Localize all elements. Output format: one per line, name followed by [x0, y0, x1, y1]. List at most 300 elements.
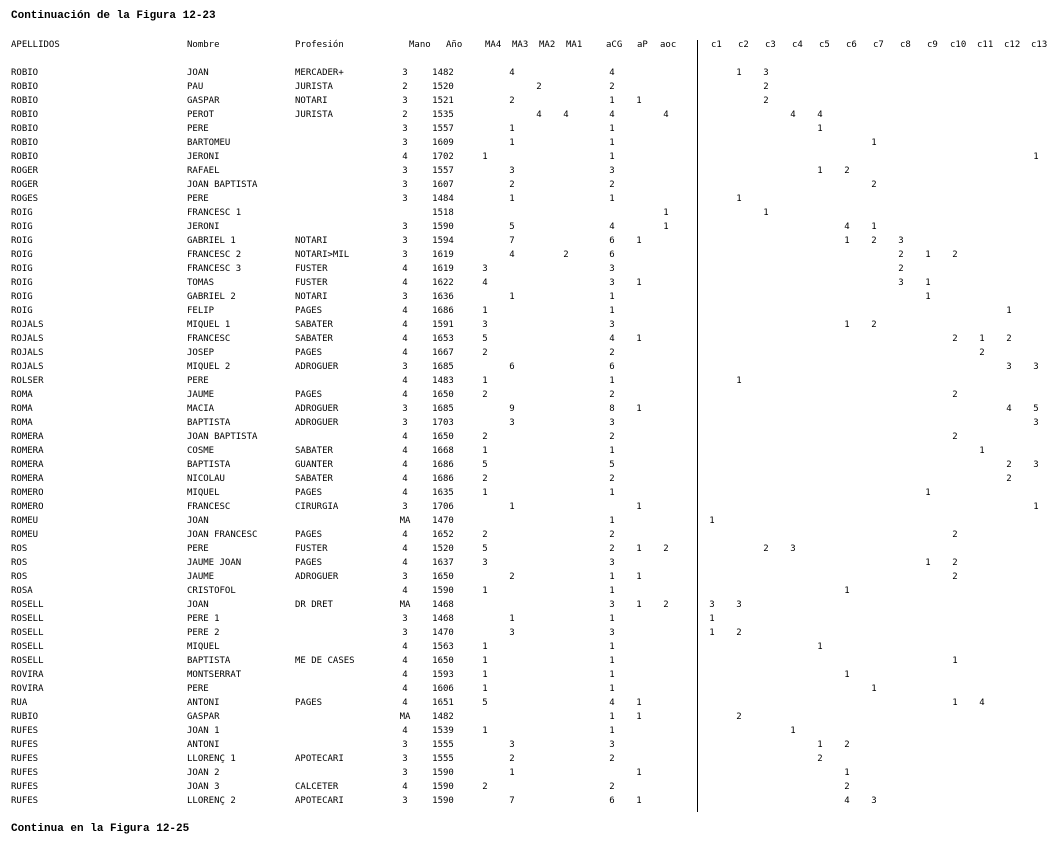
- table-cell: 1: [509, 124, 515, 134]
- table-cell: 2: [844, 782, 850, 792]
- table-cell: 1703: [432, 418, 454, 428]
- table-cell: 1470: [432, 628, 454, 638]
- table-cell: ROS: [11, 572, 28, 582]
- table-cell: PERE: [187, 684, 209, 694]
- table-cell: 3: [402, 124, 408, 134]
- table-cell: 2: [979, 348, 985, 358]
- table-cell: 4: [402, 642, 408, 652]
- table-cell: 4: [482, 278, 488, 288]
- table-cell: 1518: [432, 208, 454, 218]
- table-cell: 1: [636, 236, 642, 246]
- table-cell: 2: [609, 544, 615, 554]
- table-cell: 2: [509, 180, 515, 190]
- table-cell: 1: [736, 68, 742, 78]
- table-cell: 3: [402, 740, 408, 750]
- table-cell: 1619: [432, 264, 454, 274]
- table-cell: JOAN BAPTISTA: [187, 432, 258, 442]
- table-cell: 1: [509, 768, 515, 778]
- table-cell: PAGES: [295, 530, 323, 540]
- table-cell: 1590: [432, 768, 454, 778]
- table-cell: ROMERA: [11, 446, 44, 456]
- table-cell: 4: [790, 110, 796, 120]
- table-cell: 3: [402, 236, 408, 246]
- table-cell: 1636: [432, 292, 454, 302]
- table-cell: ROMEU: [11, 516, 39, 526]
- table-cell: 4: [609, 698, 615, 708]
- table-cell: GASPAR: [187, 712, 220, 722]
- table-cell: 1: [817, 124, 823, 134]
- table-cell: 4: [402, 698, 408, 708]
- table-cell: 1635: [432, 488, 454, 498]
- table-cell: 4: [402, 530, 408, 540]
- table-cell: 4: [402, 376, 408, 386]
- table-cell: 1: [609, 726, 615, 736]
- table-cell: JAUME: [187, 390, 215, 400]
- table-cell: 3: [402, 572, 408, 582]
- table-cell: 4: [402, 558, 408, 568]
- table-cell: GABRIEL 1: [187, 236, 236, 246]
- table-cell: 1: [609, 152, 615, 162]
- table-cell: PAGES: [295, 558, 323, 568]
- table-cell: ROJALS: [11, 334, 44, 344]
- table-cell: 2: [898, 250, 904, 260]
- table-cell: 1607: [432, 180, 454, 190]
- table-cell: ROVIRA: [11, 684, 44, 694]
- table-cell: 2: [482, 530, 488, 540]
- table-cell: 1702: [432, 152, 454, 162]
- table-cell: RUFES: [11, 754, 39, 764]
- table-cell: RUFES: [11, 726, 39, 736]
- table-cell: PAGES: [295, 390, 323, 400]
- table-cell: 2: [402, 110, 408, 120]
- column-header-c6: c6: [846, 40, 857, 50]
- table-cell: 1: [482, 376, 488, 386]
- column-header-c3: c3: [765, 40, 776, 50]
- table-cell: 1: [979, 334, 985, 344]
- table-cell: 4: [509, 250, 515, 260]
- table-cell: CRISTOFOL: [187, 586, 236, 596]
- table-cell: 3: [609, 320, 615, 330]
- table-cell: 4: [402, 726, 408, 736]
- table-cell: 1: [709, 628, 715, 638]
- table-cell: 1594: [432, 236, 454, 246]
- table-cell: 1686: [432, 460, 454, 470]
- table-cell: 1: [609, 684, 615, 694]
- table-cell: DR DRET: [295, 600, 333, 610]
- table-cell: RUBIO: [11, 712, 39, 722]
- table-cell: 1: [925, 292, 931, 302]
- column-header-c13: c13: [1031, 40, 1048, 50]
- table-cell: 3: [609, 740, 615, 750]
- table-cell: FRANCESC 3: [187, 264, 242, 274]
- table-cell: 2: [609, 390, 615, 400]
- table-cell: 1: [609, 712, 615, 722]
- table-cell: 3: [898, 236, 904, 246]
- table-cell: JERONI: [187, 222, 220, 232]
- table-cell: 2: [609, 474, 615, 484]
- table-cell: 3: [482, 558, 488, 568]
- table-cell: SABATER: [295, 334, 333, 344]
- table-cell: FRANCESC 1: [187, 208, 242, 218]
- column-header-aoc: aoc: [660, 40, 677, 50]
- column-header-c10: c10: [950, 40, 967, 50]
- table-cell: ROVIRA: [11, 670, 44, 680]
- table-cell: 1: [482, 586, 488, 596]
- table-cell: 1: [509, 502, 515, 512]
- column-header-c8: c8: [900, 40, 911, 50]
- table-cell: 4: [402, 320, 408, 330]
- table-cell: MACIA: [187, 404, 215, 414]
- table-cell: 4: [402, 152, 408, 162]
- table-cell: ROIG: [11, 264, 33, 274]
- table-cell: 1: [609, 292, 615, 302]
- table-cell: FRANCESC: [187, 502, 231, 512]
- table-cell: 1: [925, 278, 931, 288]
- table-cell: 2: [952, 432, 958, 442]
- table-cell: 1: [609, 586, 615, 596]
- table-cell: ROMERO: [11, 488, 44, 498]
- table-cell: 4: [402, 432, 408, 442]
- column-header-c1: c1: [711, 40, 722, 50]
- table-cell: 4: [817, 110, 823, 120]
- table-cell: 1650: [432, 432, 454, 442]
- table-cell: MIQUEL 1: [187, 320, 231, 330]
- table-cell: JOAN: [187, 68, 209, 78]
- table-cell: 6: [609, 796, 615, 806]
- table-cell: 4: [609, 222, 615, 232]
- table-cell: RUFES: [11, 782, 39, 792]
- table-cell: LLORENÇ 2: [187, 796, 236, 806]
- table-cell: PERE 2: [187, 628, 220, 638]
- table-cell: 1: [509, 292, 515, 302]
- table-cell: RUFES: [11, 768, 39, 778]
- table-cell: ROIG: [11, 278, 33, 288]
- table-cell: FUSTER: [295, 278, 328, 288]
- table-cell: 1: [817, 740, 823, 750]
- table-cell: 1: [1033, 152, 1039, 162]
- table-cell: 1: [844, 586, 850, 596]
- table-cell: ROIG: [11, 208, 33, 218]
- table-cell: 2: [609, 180, 615, 190]
- table-cell: SABATER: [295, 446, 333, 456]
- table-cell: 5: [1033, 404, 1039, 414]
- table-cell: 1: [482, 446, 488, 456]
- table-cell: NOTARI: [295, 96, 328, 106]
- table-cell: 2: [609, 754, 615, 764]
- table-cell: 2: [952, 530, 958, 540]
- table-cell: 3: [1033, 418, 1039, 428]
- table-cell: 1: [609, 124, 615, 134]
- table-cell: GASPAR: [187, 96, 220, 106]
- table-cell: 2: [952, 572, 958, 582]
- table-cell: 4: [402, 656, 408, 666]
- table-cell: 3: [402, 362, 408, 372]
- table-cell: 1: [482, 656, 488, 666]
- table-cell: 1650: [432, 572, 454, 582]
- table-cell: ROBIO: [11, 124, 39, 134]
- table-cell: 1557: [432, 166, 454, 176]
- table-cell: 1: [636, 544, 642, 554]
- table-cell: ROBIO: [11, 110, 39, 120]
- table-cell: ROMERA: [11, 432, 44, 442]
- table-cell: 5: [482, 698, 488, 708]
- table-cell: 4: [402, 390, 408, 400]
- table-cell: 4: [1006, 404, 1012, 414]
- table-cell: ROMEU: [11, 530, 39, 540]
- table-cell: JAUME JOAN: [187, 558, 242, 568]
- table-cell: 6: [609, 236, 615, 246]
- table-cell: 1: [925, 250, 931, 260]
- table-cell: ME DE CASES: [295, 656, 355, 666]
- table-cell: 1685: [432, 404, 454, 414]
- table-cell: 2: [817, 754, 823, 764]
- column-header-a-o: Año: [446, 40, 463, 50]
- table-cell: 5: [609, 460, 615, 470]
- table-cell: 1470: [432, 516, 454, 526]
- table-cell: 3: [509, 418, 515, 428]
- table-cell: 2: [871, 236, 877, 246]
- table-cell: 1468: [432, 614, 454, 624]
- table-cell: JOAN BAPTISTA: [187, 180, 258, 190]
- table-cell: 9: [509, 404, 515, 414]
- table-cell: JOSEP: [187, 348, 215, 358]
- table-cell: PERE: [187, 194, 209, 204]
- table-cell: 1: [609, 670, 615, 680]
- table-cell: 1: [609, 306, 615, 316]
- table-cell: MA: [399, 516, 411, 526]
- table-cell: 3: [1033, 460, 1039, 470]
- table-cell: JOAN FRANCESC: [187, 530, 258, 540]
- table-cell: 3: [402, 754, 408, 764]
- table-cell: 2: [509, 754, 515, 764]
- column-header-mano: Mano: [409, 40, 431, 50]
- table-cell: 5: [482, 544, 488, 554]
- table-cell: 1: [817, 166, 823, 176]
- table-cell: ROSELL: [11, 628, 44, 638]
- table-cell: 1590: [432, 796, 454, 806]
- table-cell: COSME: [187, 446, 215, 456]
- table-cell: 1622: [432, 278, 454, 288]
- table-cell: RUFES: [11, 796, 39, 806]
- table-cell: 3: [402, 138, 408, 148]
- table-cell: 1606: [432, 684, 454, 694]
- table-cell: RAFAEL: [187, 166, 220, 176]
- table-cell: 1: [636, 698, 642, 708]
- table-cell: ROJALS: [11, 348, 44, 358]
- table-cell: NOTARI: [295, 292, 328, 302]
- table-cell: 2: [663, 544, 669, 554]
- column-header-c7: c7: [873, 40, 884, 50]
- table-cell: 1: [609, 656, 615, 666]
- table-cell: ROMA: [11, 404, 33, 414]
- table-cell: 1591: [432, 320, 454, 330]
- table-cell: 1: [636, 712, 642, 722]
- table-cell: 3: [402, 180, 408, 190]
- table-cell: 2: [663, 600, 669, 610]
- table-cell: 2: [482, 474, 488, 484]
- table-cell: 5: [482, 460, 488, 470]
- table-cell: 3: [790, 544, 796, 554]
- table-cell: ADROGUER: [295, 362, 339, 372]
- table-cell: MIQUEL 2: [187, 362, 231, 372]
- table-cell: 3: [1033, 362, 1039, 372]
- table-cell: SABATER: [295, 320, 333, 330]
- table-cell: BAPTISTA: [187, 460, 231, 470]
- table-cell: GABRIEL 2: [187, 292, 236, 302]
- table-cell: 1557: [432, 124, 454, 134]
- table-cell: 4: [609, 334, 615, 344]
- table-cell: 2: [609, 530, 615, 540]
- table-cell: 1: [952, 698, 958, 708]
- table-cell: 1686: [432, 306, 454, 316]
- table-cell: BAPTISTA: [187, 418, 231, 428]
- table-cell: 2: [536, 82, 542, 92]
- table-cell: 1: [636, 404, 642, 414]
- table-cell: 1: [871, 138, 877, 148]
- table-cell: 4: [509, 68, 515, 78]
- table-cell: 2: [609, 782, 615, 792]
- table-cell: 2: [871, 320, 877, 330]
- table-cell: 3: [402, 292, 408, 302]
- table-cell: 1: [636, 600, 642, 610]
- column-header-c4: c4: [792, 40, 803, 50]
- table-cell: 4: [402, 278, 408, 288]
- column-header-acg: aCG: [606, 40, 623, 50]
- table-cell: JOAN: [187, 516, 209, 526]
- table-cell: 3: [402, 68, 408, 78]
- table-cell: 3: [871, 796, 877, 806]
- table-cell: PERE: [187, 376, 209, 386]
- table-cell: ROS: [11, 544, 28, 554]
- table-cell: 3: [609, 418, 615, 428]
- table-cell: 2: [1006, 460, 1012, 470]
- table-cell: NICOLAU: [187, 474, 225, 484]
- table-cell: 1482: [432, 712, 454, 722]
- table-cell: 4: [663, 110, 669, 120]
- table-cell: 4: [402, 334, 408, 344]
- table-cell: ROSELL: [11, 642, 44, 652]
- table-cell: 1: [925, 488, 931, 498]
- table-cell: 3: [609, 558, 615, 568]
- table-cell: ROGES: [11, 194, 39, 204]
- table-cell: CIRURGIA: [295, 502, 339, 512]
- table-cell: TOMAS: [187, 278, 215, 288]
- table-cell: ANTONI: [187, 740, 220, 750]
- table-cell: 1: [482, 642, 488, 652]
- table-cell: 1: [979, 446, 985, 456]
- table-cell: 3: [763, 68, 769, 78]
- table-cell: 6: [609, 362, 615, 372]
- table-cell: 3: [402, 250, 408, 260]
- table-cell: 1: [636, 572, 642, 582]
- table-cell: ADROGUER: [295, 572, 339, 582]
- table-cell: 1: [844, 320, 850, 330]
- table-cell: NOTARI>MIL: [295, 250, 350, 260]
- table-cell: 3: [402, 404, 408, 414]
- table-cell: 7: [509, 236, 515, 246]
- table-cell: 4: [402, 264, 408, 274]
- table-cell: 1619: [432, 250, 454, 260]
- table-cell: 1: [609, 572, 615, 582]
- table-cell: 1: [482, 670, 488, 680]
- table-cell: FUSTER: [295, 264, 328, 274]
- table-cell: JOAN 3: [187, 782, 220, 792]
- table-cell: NOTARI: [295, 236, 328, 246]
- table-cell: 1651: [432, 698, 454, 708]
- table-cell: 3: [609, 166, 615, 176]
- table-cell: ROGER: [11, 180, 39, 190]
- table-cell: 3: [402, 796, 408, 806]
- table-cell: 1: [609, 376, 615, 386]
- table-cell: 1: [509, 614, 515, 624]
- table-cell: 1: [1033, 502, 1039, 512]
- table-cell: ROMA: [11, 390, 33, 400]
- table-cell: 1: [952, 656, 958, 666]
- column-header-nombre: Nombre: [187, 40, 220, 50]
- table-cell: 2: [736, 712, 742, 722]
- table-cell: 3: [609, 600, 615, 610]
- table-cell: 2: [609, 82, 615, 92]
- table-cell: 1: [609, 614, 615, 624]
- table-cell: GUANTER: [295, 460, 333, 470]
- table-cell: 1609: [432, 138, 454, 148]
- column-header-c11: c11: [977, 40, 994, 50]
- table-cell: 3: [509, 740, 515, 750]
- table-cell: 2: [509, 572, 515, 582]
- table-cell: 2: [736, 628, 742, 638]
- table-cell: ROMA: [11, 418, 33, 428]
- column-header-ap: aP: [637, 40, 648, 50]
- table-cell: 3: [609, 278, 615, 288]
- table-cell: 2: [952, 390, 958, 400]
- table-cell: 2: [763, 82, 769, 92]
- table-cell: ANTONI: [187, 698, 220, 708]
- table-cell: ROSA: [11, 586, 33, 596]
- table-cell: 1539: [432, 726, 454, 736]
- table-cell: 2: [844, 740, 850, 750]
- table-cell: ROLSER: [11, 376, 44, 386]
- table-cell: MA: [399, 712, 411, 722]
- table-cell: 1685: [432, 362, 454, 372]
- table-cell: 1: [636, 502, 642, 512]
- table-cell: 1593: [432, 670, 454, 680]
- table-cell: 3: [402, 614, 408, 624]
- table-cell: 4: [402, 684, 408, 694]
- table-cell: 2: [844, 166, 850, 176]
- table-cell: 4: [844, 796, 850, 806]
- figure-continuation-title: Continuación de la Figura 12-23: [11, 10, 216, 22]
- table-cell: 3: [402, 502, 408, 512]
- table-cell: ROBIO: [11, 68, 39, 78]
- column-divider: [697, 40, 698, 812]
- table-cell: 4: [844, 222, 850, 232]
- table-cell: 1: [636, 796, 642, 806]
- table-cell: JOAN 1: [187, 726, 220, 736]
- table-cell: 1: [609, 96, 615, 106]
- table-cell: 1: [636, 278, 642, 288]
- column-header-ma1: MA1: [566, 40, 583, 50]
- table-cell: FRANCESC 2: [187, 250, 242, 260]
- table-cell: 2: [482, 390, 488, 400]
- table-cell: SABATER: [295, 474, 333, 484]
- table-cell: PERE: [187, 124, 209, 134]
- table-cell: 2: [898, 264, 904, 274]
- table-cell: 1: [817, 642, 823, 652]
- table-cell: 5: [509, 222, 515, 232]
- table-cell: ROIG: [11, 236, 33, 246]
- table-cell: 3: [402, 418, 408, 428]
- table-cell: 1667: [432, 348, 454, 358]
